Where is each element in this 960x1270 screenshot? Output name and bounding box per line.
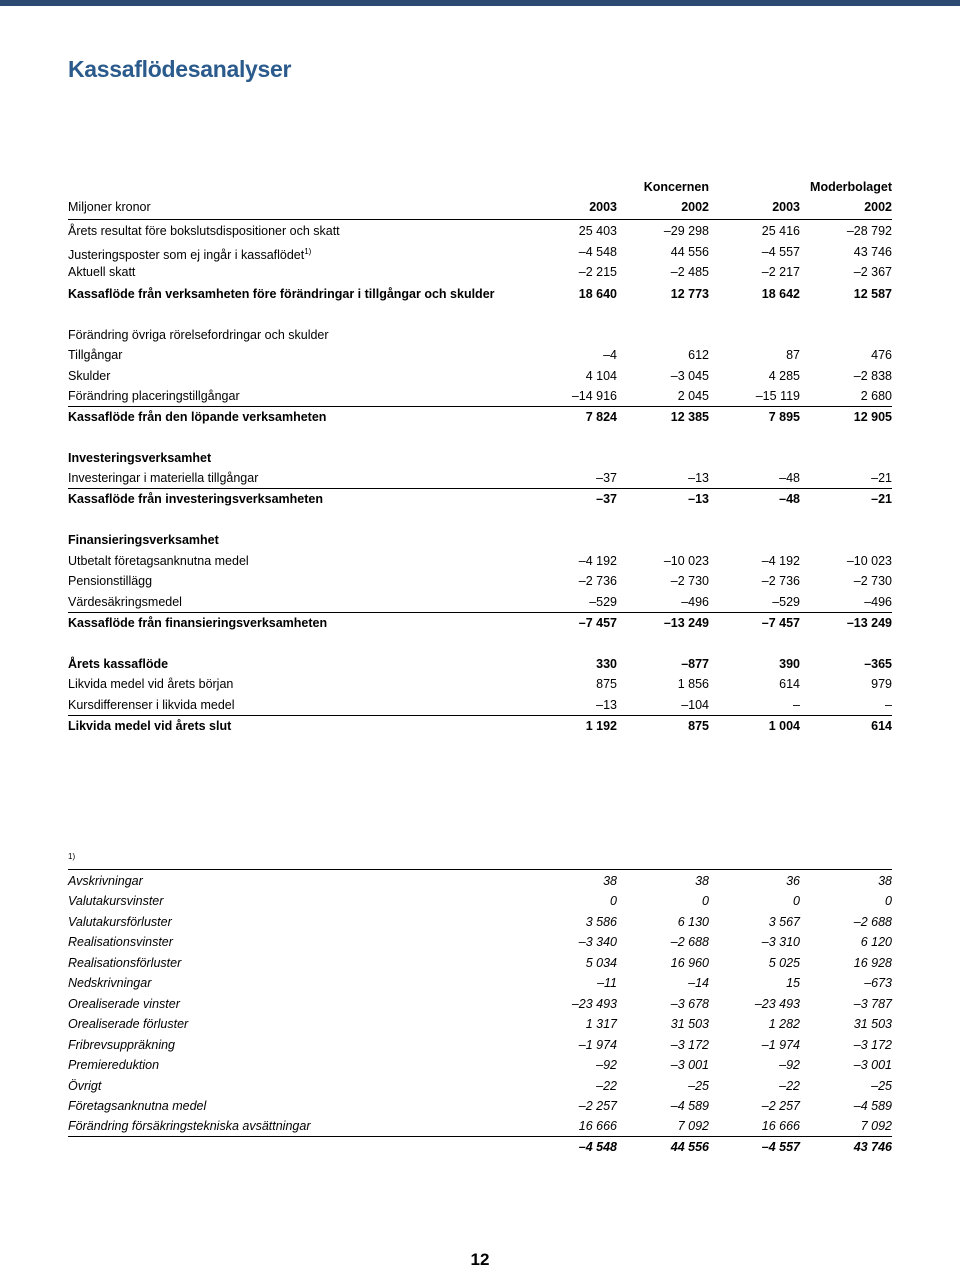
value-cell: 5 025 [768,956,800,970]
top-accent-bar [0,0,960,6]
table-row [68,345,892,365]
table-row [68,695,892,715]
column-header-row [68,197,892,217]
value-cell: 390 [779,657,800,671]
table-row [68,366,892,386]
value-cell: –14 916 [571,389,617,403]
value-cell: 3 586 [585,915,617,929]
value-cell: 4 285 [768,369,800,383]
table-row [68,973,892,993]
row-label-text: Realisationsvinster [68,935,173,949]
row-label-text: Avskrivningar [68,874,143,888]
row-label-text: Likvida medel vid årets början [68,677,234,691]
row-label [68,407,326,427]
value-cell: –13 249 [663,616,709,630]
value-cell: –25 [871,1079,892,1093]
value-cell: 38 [695,874,709,888]
row-label [68,551,249,571]
table-row [68,407,892,427]
value-cell: –13 [688,492,709,506]
row-label-text: Utbetalt företagsanknutna medel [68,554,249,568]
value-cell: –37 [596,492,617,506]
page-number: 12 [470,1250,490,1269]
row-label-text: Tillgångar [68,348,123,362]
value-cell: –15 119 [755,389,800,403]
value-cell: 12 385 [670,410,709,424]
row-label-text: Kassaflöde från verksamheten före förändringar i tillgångar och skulder [68,287,495,301]
value-cell: 2 680 [860,389,892,403]
row-label [68,386,240,406]
value-cell: 1 192 [585,719,617,733]
row-label [68,891,163,911]
value-cell: –529 [772,595,800,609]
row-label-text: Årets resultat före bokslutsdispositioner och skatt [68,224,340,238]
row-label [68,654,168,674]
value-cell: 5 034 [585,956,617,970]
value-cell: –3 678 [670,997,709,1011]
row-label-text: Värdesäkringsmedel [68,595,182,609]
value-cell: 31 503 [670,1017,709,1031]
row-label [68,262,135,282]
value-cell: 0 [702,894,709,908]
value-cell: –22 [596,1079,617,1093]
value-cell: –2 485 [670,265,709,279]
value-cell: –2 838 [853,369,892,383]
value-cell: –25 [688,1079,709,1093]
row-label-text: Justeringsposter som ej ingår i kassaflödet [68,248,305,263]
value-cell: 12 905 [853,410,892,424]
table-row [68,242,892,262]
value-cell: –3 340 [578,935,617,949]
value-cell: –29 298 [663,224,709,238]
value-cell: –3 045 [670,369,709,383]
value-cell: –4 [603,348,617,362]
value-cell: –365 [864,657,892,671]
value-cell: –23 493 [571,997,617,1011]
row-label-text: Pensionstillägg [68,574,153,588]
table-row [68,571,892,591]
row-label [68,1055,159,1075]
value-cell: 12 773 [670,287,709,301]
value-cell: 44 556 [670,1140,709,1154]
value-cell: –3 172 [670,1038,709,1052]
table-row [68,1055,892,1075]
value-cell: 1 282 [768,1017,800,1031]
table-row [68,613,892,633]
table-row [68,912,892,932]
value-cell: 979 [871,677,892,691]
value-cell: 43 746 [853,1140,892,1154]
value-cell: –2 730 [853,574,892,588]
row-label-text: Kassaflöde från den löpande verksamheten [68,410,327,424]
value-cell: –22 [779,1079,800,1093]
value-cell: 614 [779,677,800,691]
value-cell: 4 104 [585,369,617,383]
value-cell: 38 [878,874,892,888]
value-cell: 44 556 [670,245,709,259]
value-cell: –4 589 [853,1099,892,1113]
row-label-text: Skulder [68,369,111,383]
value-cell: 16 960 [670,956,709,970]
value-cell: 7 092 [860,1119,892,1133]
row-label [68,695,235,715]
row-label [68,530,219,550]
value-cell: –28 792 [846,224,892,238]
value-cell: 6 120 [860,935,892,949]
row-label [68,571,152,591]
row-label [68,284,495,304]
value-cell: 330 [596,657,617,671]
row-label-text: Förändring övriga rörelsefordringar och skulder [68,328,329,342]
value-cell: –2 736 [761,574,800,588]
row-label [68,613,327,633]
value-cell: –7 457 [761,616,800,630]
row-label [68,912,172,932]
value-cell: –1 974 [578,1038,617,1052]
value-cell: 16 928 [853,956,892,970]
table-row [68,1035,892,1055]
value-cell: 7 092 [677,1119,709,1133]
row-label-text: Kassaflöde från finansieringsverksamheten [68,616,328,630]
value-cell: –3 172 [853,1038,892,1052]
row-label-text: Investeringsverksamhet [68,451,212,465]
footnote-total-row [68,1137,892,1157]
row-label-text: Kassaflöde från investeringsverksamheten [68,492,323,506]
page-title: Kassaflödesanalyser [68,56,292,82]
header-rule [68,219,892,220]
value-cell: 15 [786,976,800,990]
value-cell: 1 004 [768,719,800,733]
year-header: 2003 [772,200,800,214]
value-cell: –4 557 [761,245,800,259]
value-cell: –92 [596,1058,617,1072]
row-label-text: Valutakursvinster [68,894,164,908]
row-label [68,489,323,509]
value-cell: 1 856 [677,677,709,691]
value-cell: –13 249 [846,616,892,630]
value-cell: –48 [779,471,800,485]
value-cell: 18 642 [761,287,800,301]
row-label-text: Realisationsförluster [68,956,182,970]
table-row [68,262,892,282]
row-label-text: Valutakursförluster [68,915,172,929]
table-row [68,386,892,406]
value-cell: 18 640 [578,287,617,301]
row-label-text: Kursdifferenser i likvida medel [68,698,235,712]
value-cell: –496 [864,595,892,609]
row-label-text: Förändring placeringstillgångar [68,389,240,403]
row-label-text: Fribrevsuppräkning [68,1038,175,1052]
row-label [68,592,182,612]
table-row [68,654,892,674]
table-row [68,1096,892,1116]
table-row [68,221,892,241]
value-cell: –2 217 [761,265,800,279]
value-cell: –2 688 [670,935,709,949]
row-label [68,994,180,1014]
value-cell: –4 548 [578,245,617,259]
value-cell: 31 503 [853,1017,892,1031]
table-row [68,953,892,973]
value-cell: –104 [681,698,709,712]
value-cell: –3 787 [853,997,892,1011]
value-cell: –4 548 [578,1140,617,1154]
value-cell: 12 587 [853,287,892,301]
table-row [68,1116,892,1136]
value-cell: –4 192 [761,554,800,568]
row-label [68,468,258,488]
value-cell: 0 [610,894,617,908]
value-cell: –13 [596,698,617,712]
value-cell: 16 666 [578,1119,617,1133]
value-cell: 36 [786,874,800,888]
row-label-text: Likvida medel vid årets slut [68,719,232,733]
row-label [68,1014,188,1034]
footnote-marker: 1) [68,852,76,861]
value-cell: –2 215 [578,265,617,279]
value-cell: –2 736 [578,574,617,588]
row-label-text: Årets kassaflöde [68,657,169,671]
value-cell: –92 [779,1058,800,1072]
footnote-top-rule [68,869,892,870]
table-row [68,468,892,488]
value-cell: 16 666 [761,1119,800,1133]
row-label [68,871,143,891]
value-cell: –13 [688,471,709,485]
table-row [68,891,892,911]
value-cell: –3 001 [853,1058,892,1072]
value-cell: –529 [589,595,617,609]
value-cell: –2 367 [853,265,892,279]
row-label [68,1116,310,1136]
value-cell: –2 257 [578,1099,617,1113]
value-cell: –10 023 [663,554,709,568]
value-cell: 476 [871,348,892,362]
table-row [68,325,892,345]
value-cell: 612 [688,348,709,362]
value-cell: 0 [793,894,800,908]
table-row [68,489,892,509]
row-label-text: Förändring försäkringstekniska avsättningar [68,1119,311,1133]
table-row [68,994,892,1014]
row-label [68,1076,101,1096]
value-cell: –21 [871,492,892,506]
row-label [68,716,231,736]
row-label [68,448,211,468]
value-cell: –4 589 [670,1099,709,1113]
footnote-reference: 1) [304,247,312,256]
value-cell: 3 567 [768,915,800,929]
value-cell: –3 001 [670,1058,709,1072]
row-label-text: Finansieringsverksamhet [68,533,219,547]
value-cell: 875 [688,719,709,733]
value-cell: –23 493 [754,997,800,1011]
row-label [68,221,340,241]
value-cell: 38 [603,874,617,888]
table-row [68,530,892,550]
value-cell: –10 023 [846,554,892,568]
value-cell: –673 [864,976,892,990]
value-cell: –4 557 [761,1140,800,1154]
row-label [68,953,181,973]
value-cell: – [793,698,800,712]
row-label [68,366,110,386]
row-label-text: Orealiserade vinster [68,997,180,1011]
value-cell: –1 974 [761,1038,800,1052]
value-cell: 1 317 [585,1017,617,1031]
row-label [68,1096,206,1116]
value-cell: –496 [681,595,709,609]
row-label [68,345,122,365]
value-cell: –11 [597,976,617,990]
table-row [68,932,892,952]
unit-label: Miljoner kronor [68,200,151,214]
row-label [68,932,173,952]
value-cell: 25 403 [578,224,617,238]
value-cell: 2 045 [677,389,709,403]
value-cell: –2 730 [670,574,709,588]
row-label-text: Premiereduktion [68,1058,160,1072]
row-label [68,1035,175,1055]
value-cell: –37 [596,471,617,485]
value-cell: 43 746 [853,245,892,259]
table-row [68,1014,892,1034]
value-cell: 87 [786,348,800,362]
table-row [68,871,892,891]
row-label-text: Företagsanknutna medel [68,1099,207,1113]
year-header: 2003 [589,200,617,214]
table-row [68,674,892,694]
row-label-text: Aktuell skatt [68,265,136,279]
value-cell: –4 192 [578,554,617,568]
value-cell: 25 416 [761,224,800,238]
year-header: 2002 [681,200,709,214]
value-cell: –48 [779,492,800,506]
row-label-text: Investeringar i materiella tillgångar [68,471,259,485]
value-cell: 7 824 [585,410,617,424]
table-row [68,284,892,304]
table-row [68,592,892,612]
row-label-text: Nedskrivningar [68,976,152,990]
value-cell: –2 257 [761,1099,800,1113]
value-cell: –877 [681,657,709,671]
value-cell: 7 895 [768,410,800,424]
value-cell: –21 [871,471,892,485]
value-cell: 0 [885,894,892,908]
row-label [68,325,329,345]
group-header-moderbolaget: Moderbolaget [810,180,892,194]
table-row [68,448,892,468]
value-cell: – [885,698,892,712]
value-cell: –2 688 [853,915,892,929]
group-header-koncernen: Koncernen [643,180,709,194]
value-cell: –7 457 [578,616,617,630]
row-label [68,674,233,694]
table-row [68,551,892,571]
value-cell: 875 [596,677,617,691]
value-cell: 614 [871,719,892,733]
table-row [68,1076,892,1096]
year-header: 2002 [864,200,892,214]
row-label [68,973,151,993]
value-cell: –14 [688,976,709,990]
value-cell: 6 130 [677,915,709,929]
row-label-text: Övrigt [68,1079,102,1093]
value-cell: –3 310 [761,935,800,949]
table-row [68,716,892,736]
row-label-text: Orealiserade förluster [68,1017,189,1031]
